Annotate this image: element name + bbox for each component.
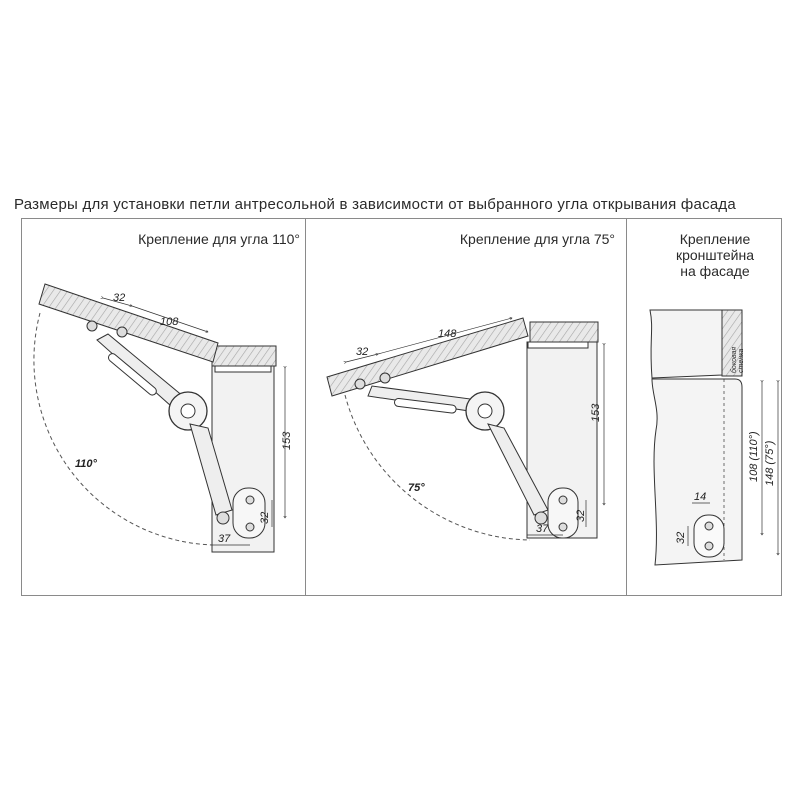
screw-icon xyxy=(246,523,254,531)
angle-75: 75° xyxy=(408,482,425,494)
screw-icon xyxy=(705,522,713,530)
panel-bracket-label-line1: Крепление xyxy=(679,231,751,247)
dim-110-bracket: 32 xyxy=(259,511,271,524)
side-wall-label-2: стенка xyxy=(738,348,745,373)
pivot-screw-icon xyxy=(478,404,492,418)
panel-110-label: Крепление для угла 110° xyxy=(138,231,300,247)
dim-110-front: 108 xyxy=(160,316,179,328)
screw-icon xyxy=(380,373,390,383)
side-wall-panel xyxy=(650,310,722,378)
screw-icon xyxy=(705,542,713,550)
screw-icon xyxy=(559,523,567,531)
dim-110-spacing: 32 xyxy=(113,292,126,304)
facade-bracket xyxy=(694,515,724,557)
angle-110: 110° xyxy=(75,458,97,470)
pivot-screw-icon xyxy=(181,404,195,418)
screw-icon xyxy=(117,327,127,337)
screw-icon xyxy=(355,379,365,389)
dim-bracket-h110: 108 (110°) xyxy=(748,431,760,482)
side-wall-label-1: боковая xyxy=(731,346,738,373)
panel-75-drawing xyxy=(327,318,604,540)
dim-75-height: 153 xyxy=(590,403,602,422)
cabinet-top-board xyxy=(530,322,598,342)
dim-bracket-offset: 14 xyxy=(694,491,707,503)
mounting-plate xyxy=(215,366,271,372)
arm-base-icon xyxy=(217,512,229,524)
screw-icon xyxy=(87,321,97,331)
dim-bracket-h75: 148 (75°) xyxy=(764,440,776,486)
dim-75-front: 148 xyxy=(438,328,457,340)
dim-110-offset: 37 xyxy=(218,533,231,545)
panel-75-label: Крепление для угла 75° xyxy=(459,231,615,247)
dim-110-height: 153 xyxy=(281,431,293,450)
dim-75-spacing: 32 xyxy=(356,346,369,358)
dim-75-bracket: 32 xyxy=(575,509,587,522)
front-panel-110 xyxy=(39,284,218,362)
diagram-title: Размеры для установки петли антресольной в зависимости от выбранного угла открывания фасада xyxy=(14,196,737,213)
dim-75-offset: 37 xyxy=(536,523,549,535)
screw-icon xyxy=(246,496,254,504)
dim-bracket-height: 32 xyxy=(675,531,687,544)
screw-icon xyxy=(559,496,567,504)
cabinet-top-board xyxy=(212,346,276,366)
panel-bracket-label-line3: на фасаде xyxy=(680,263,750,279)
panel-bracket-label-line2: кронштейна xyxy=(675,247,755,263)
mounting-plate xyxy=(528,342,588,348)
